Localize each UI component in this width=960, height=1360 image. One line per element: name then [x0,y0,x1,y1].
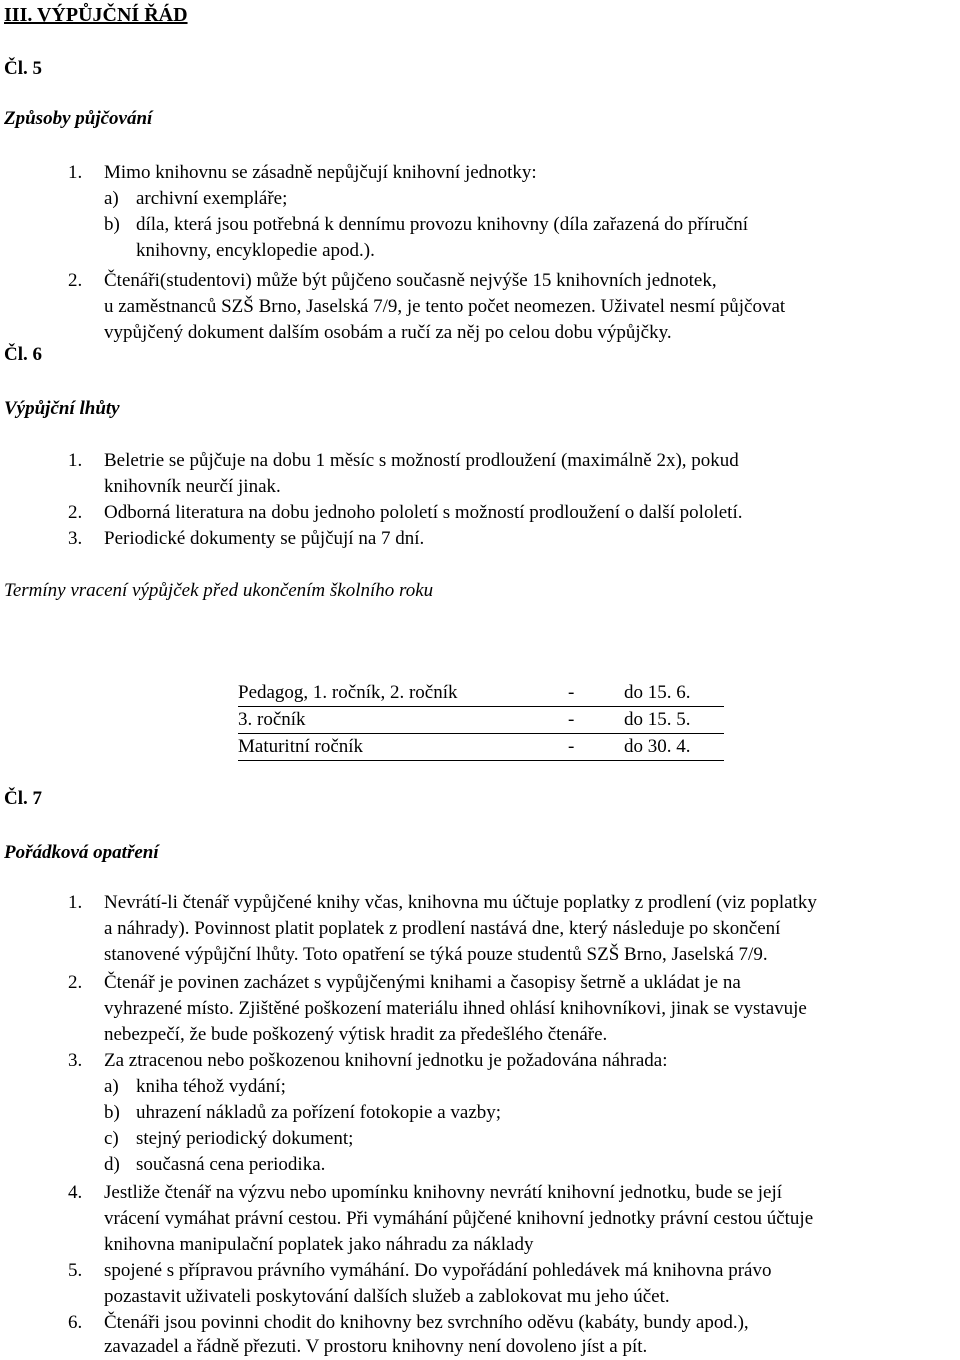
subitem-letter: d) [104,1154,120,1175]
article-6-label: Čl. 6 [4,344,42,365]
subitem-text: kniha téhož vydání; [136,1076,286,1097]
subitem-text: současná cena periodika. [136,1154,326,1175]
subitem-letter: a) [104,1076,119,1097]
subitem-text: uhrazení nákladů za pořízení fotokopie a vazby; [136,1102,502,1123]
item-text: spojené s přípravou právního vymáhání. Do vypořádání pohledávek má knihovna právo [104,1260,772,1281]
item-number: 2. [68,502,83,523]
subitem-text: knihovny, encyklopedie apod.). [136,240,375,261]
terms-dash: - [568,707,624,734]
item-number: 3. [68,528,83,549]
item-text: Periodické dokumenty se půjčují na 7 dní. [104,528,425,549]
item-number: 2. [68,972,83,993]
subitem-text: stejný periodický dokument; [136,1128,354,1149]
terms-group: 3. ročník [238,707,568,734]
terms-date: do 15. 6. [624,680,724,707]
subitem-letter: c) [104,1128,119,1149]
terms-date: do 30. 4. [624,734,724,761]
article-5-title: Způsoby půjčování [4,108,153,129]
table-row [238,680,724,707]
item-text: Beletrie se půjčuje na dobu 1 měsíc s možností prodloužení (maximálně 2x), pokud [104,450,739,471]
item-number: 1. [68,450,83,471]
item-text: vyhrazené místo. Zjištěné poškození materiálu ihned ohlásí knihovníkovi, jinak se vystavuje [104,998,807,1019]
item-text: a náhrady). Povinnost platit poplatek z prodlení nastává dne, který následuje po skončení [104,918,781,939]
item-number: 2. [68,270,83,291]
item-text: Za ztracenou nebo poškozenou knihovní jednotku je požadována náhrada: [104,1050,668,1071]
item-text: zavazadel a řádně přezuti. V prostoru knihovny není dovoleno jíst a pít. [104,1336,648,1357]
table-row [238,707,724,734]
item-text: stanovené výpůjční lhůty. Toto opatření se týká pouze studentů SZŠ Brno, Jaselská 7/9. [104,944,768,965]
item-text: Mimo knihovnu se zásadně nepůjčují knihovní jednotky: [104,162,537,183]
document-heading: III. VÝPŮJČNÍ ŘÁD [4,4,188,26]
item-text: u zaměstnanců SZŠ Brno, Jaselská 7/9, je tento počet neomezen. Uživatel nesmí půjčovat [104,296,786,317]
subitem-text: díla, která jsou potřebná k dennímu provozu knihovny (díla zařazená do příruční [136,214,749,235]
table-row [238,734,724,761]
terms-group: Maturitní ročník [238,734,568,761]
terms-dash: - [568,680,624,707]
item-text: knihovník neurčí jinak. [104,476,281,497]
item-text: Nevrátí-li čtenář vypůjčené knihy včas, knihovna mu účtuje poplatky z prodlení (viz poplatky [104,892,817,913]
item-number: 5. [68,1260,83,1281]
item-text: vypůjčený dokument dalším osobám a ručí za něj po celou dobu výpůjčky. [104,322,672,343]
item-number: 4. [68,1182,83,1203]
item-text: Čtenář je povinen zacházet s vypůjčenými knihami a časopisy šetrně a ukládat je na [104,972,741,993]
subitem-text: archivní exempláře; [136,188,288,209]
item-text: nebezpečí, že bude poškozený výtisk hradit za předešlého čtenáře. [104,1024,608,1045]
item-number: 1. [68,162,83,183]
item-text: pozastavit uživateli poskytování dalších služeb a zablokovat mu jeho účet. [104,1286,670,1307]
article-5-label: Čl. 5 [4,58,42,79]
subitem-letter: b) [104,1102,120,1123]
item-text: Odborná literatura na dobu jednoho pololetí s možností prodloužení o další pololetí. [104,502,743,523]
article-7-title: Pořádková opatření [4,842,159,863]
item-text: knihovna manipulační poplatek jako náhradu za náklady [104,1234,534,1255]
article-6-title: Výpůjční lhůty [4,398,120,419]
return-terms-title: Termíny vracení výpůjček před ukončením školního roku [4,580,434,601]
subitem-letter: b) [104,214,120,235]
article-7-label: Čl. 7 [4,788,42,809]
item-number: 1. [68,892,83,913]
item-text: Čtenáři jsou povinni chodit do knihovny bez svrchního oděvu (kabáty, bundy apod.), [104,1312,749,1333]
item-number: 6. [68,1312,83,1333]
terms-dash: - [568,734,624,761]
return-terms-table [238,680,724,761]
item-text: Čtenáři(studentovi) může být půjčeno současně nejvýše 15 knihovních jednotek, [104,270,717,291]
item-text: vrácení vymáhat právní cestou. Při vymáhání půjčené knihovní jednotky právní cestou účtuje [104,1208,814,1229]
item-text: Jestliže čtenář na výzvu nebo upomínku knihovny nevrátí knihovní jednotku, bude se její [104,1182,783,1203]
terms-group: Pedagog, 1. ročník, 2. ročník [238,680,568,707]
subitem-letter: a) [104,188,119,209]
item-number: 3. [68,1050,83,1071]
terms-date: do 15. 5. [624,707,724,734]
